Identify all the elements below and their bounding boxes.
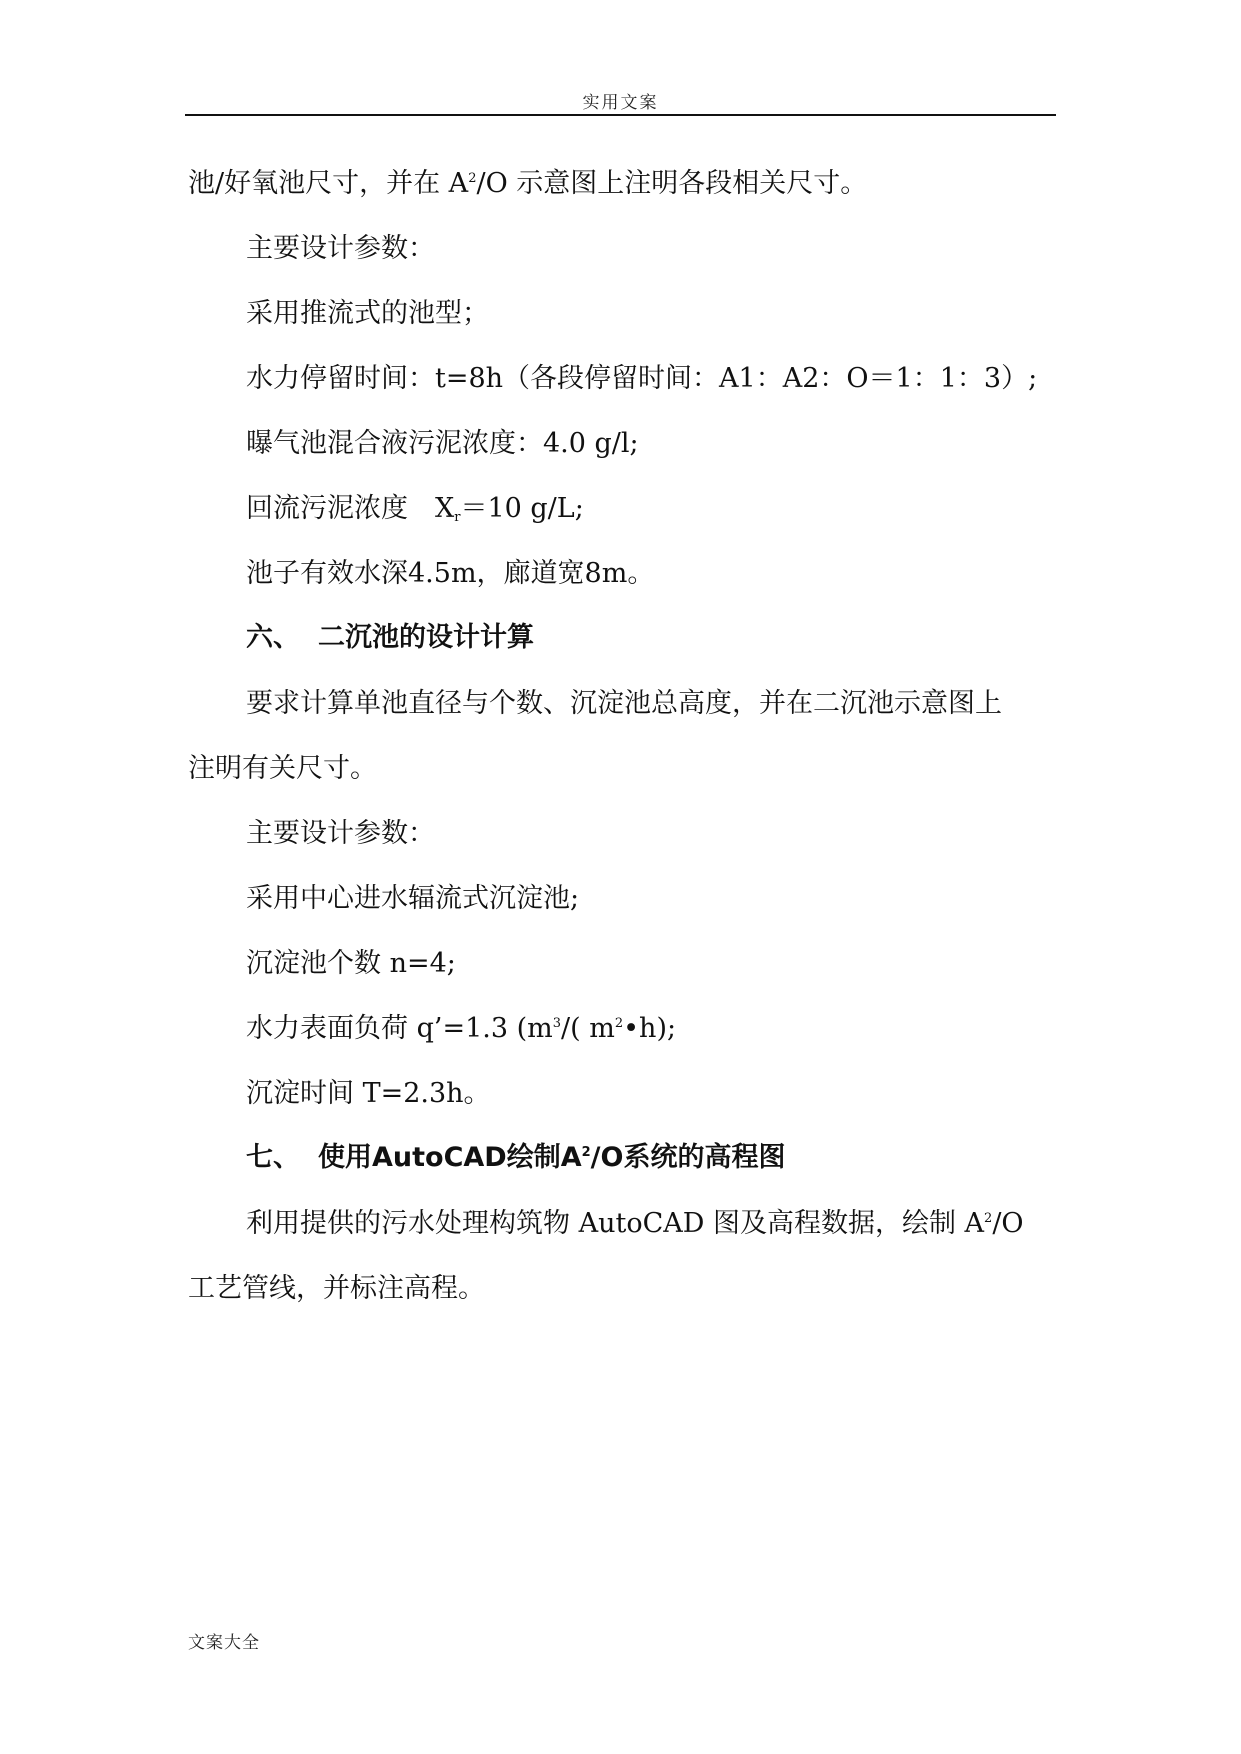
- paragraph-line: 池子有效水深4.5m，廊道宽8m。: [246, 558, 655, 589]
- text-run: ＝10 g/L;: [460, 493, 584, 524]
- section-heading-7: [246, 1144, 785, 1171]
- section-title: /O系统的高程图: [590, 1142, 786, 1173]
- paragraph-line: 沉淀时间 T=2.3h。: [246, 1078, 491, 1109]
- superscript: 2: [984, 1211, 993, 1226]
- superscript: 2: [468, 171, 477, 186]
- paragraph-line: [188, 170, 867, 197]
- paragraph-line: 沉淀池个数 n=4;: [246, 948, 456, 979]
- paragraph-line: 水力停留时间：t=8h（各段停留时间：A1：A2：O＝1：1：3）;: [246, 363, 1038, 394]
- paragraph-line: 采用推流式的池型；: [246, 298, 489, 329]
- superscript: 3: [552, 1016, 562, 1031]
- superscript: 2: [614, 1016, 624, 1031]
- text-run: •h);: [623, 1013, 677, 1044]
- paragraph-line: 要求计算单池直径与个数、沉淀池总高度，并在二沉池示意图上: [246, 688, 1002, 719]
- paragraph-line: [246, 1210, 1024, 1237]
- page-header: 实用文案: [582, 93, 659, 113]
- paragraph-line: 注明有关尺寸。: [188, 753, 377, 784]
- text-run: 水力表面负荷 q’=1.3 (m: [246, 1013, 553, 1044]
- text-run: 利用提供的污水处理构筑物 AutoCAD 图及高程数据，绘制 A: [246, 1208, 985, 1239]
- text-run: 池/好氧池尺寸，并在 A: [188, 168, 469, 199]
- text-run: 回流污泥浓度 X: [246, 493, 455, 524]
- section-heading-6: [246, 624, 534, 651]
- text-run: /O 示意图上注明各段相关尺寸。: [476, 168, 868, 199]
- paragraph-line: 采用中心进水辐流式沉淀池;: [246, 883, 580, 914]
- text-run: /O: [992, 1208, 1024, 1239]
- paragraph-line: 主要设计参数：: [246, 233, 435, 264]
- header-divider: [185, 114, 1056, 116]
- paragraph-line: 工艺管线，并标注高程。: [188, 1273, 485, 1304]
- superscript: 2: [581, 1145, 591, 1160]
- paragraph-line: 曝气池混合液污泥浓度：4.0 g/l;: [246, 428, 639, 459]
- paragraph-line: [246, 1015, 676, 1042]
- section-number: 七、: [246, 1142, 300, 1173]
- section-title: 二沉池的设计计算: [318, 622, 534, 653]
- section-number: 六、: [246, 622, 300, 653]
- paragraph-line: [246, 493, 584, 525]
- paragraph-line: 主要设计参数：: [246, 818, 435, 849]
- page-footer: 文案大全: [188, 1633, 260, 1653]
- subscript: r: [454, 510, 461, 525]
- section-title: 使用AutoCAD绘制A: [318, 1142, 582, 1173]
- text-run: /( m: [561, 1013, 615, 1044]
